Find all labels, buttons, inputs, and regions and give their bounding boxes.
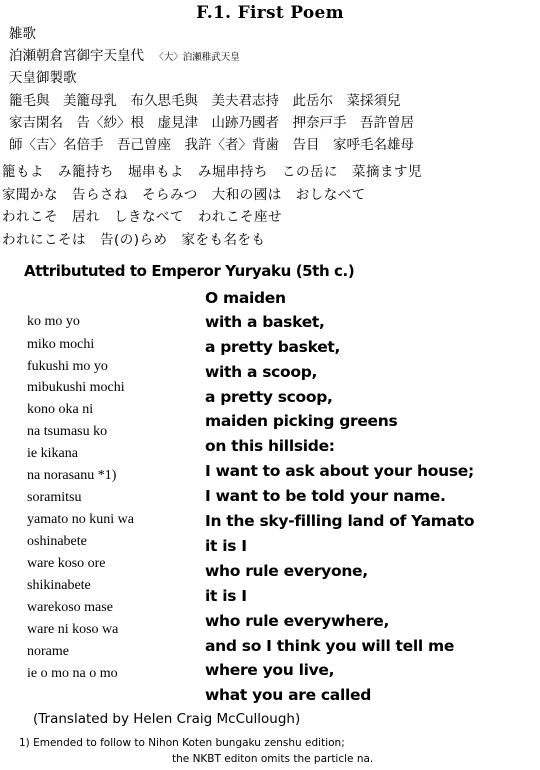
translation-line: who rule everyone, [205, 562, 368, 580]
romaji-line: yamato no kuni wa [27, 512, 134, 527]
footnote-line: the NKBT editon omits the particle na. [172, 753, 374, 765]
manyogana-line: 家吉閑名 告〈紗〉根 虚見津 山跡乃國者 押奈戸手 吾許曽居 [9, 115, 414, 131]
romaji-line: warekoso mase [27, 600, 113, 615]
kana-line: われこそ 居れ しきなべて われこそ座せ [2, 209, 282, 225]
romaji-line: norame [27, 644, 69, 659]
kana-line: 家聞かな 告らさね そらみつ 大和の國は おしなべて [2, 187, 366, 203]
translation-line: and so I think you will tell me [205, 637, 455, 655]
romaji-line: kono oka ni [27, 402, 94, 417]
translation-line: a pretty basket, [205, 338, 341, 356]
kana-line: われにこそは 告(の)らめ 家をも名をも [2, 232, 266, 248]
romaji-line: oshinabete [27, 534, 87, 549]
translation-line: a pretty scoop, [205, 388, 333, 406]
attribution: Attribututed to Emperor Yuryaku (5th c.) [24, 262, 355, 280]
poem-heading: 天皇御製歌 [9, 70, 77, 86]
romaji-line: ware ni koso wa [27, 622, 119, 637]
translation-line: on this hillside: [205, 437, 335, 455]
romaji-line: ie kikana [27, 446, 78, 461]
romaji-line: ware koso ore [27, 556, 106, 571]
translation-line: it is I [205, 587, 247, 605]
manyogana-line: 師〈吉〉名倍手 吾己曽座 我許〈者〉背歯 告目 家呼毛名雄母 [9, 137, 414, 153]
translator-credit: (Translated by Helen Craig McCullough) [33, 711, 301, 727]
translation-line: with a basket, [205, 313, 325, 331]
romaji-line: soramitsu [27, 490, 82, 505]
reign-heading [9, 48, 240, 66]
translation-line: where you live, [205, 661, 335, 679]
romaji-line: shikinabete [27, 578, 91, 593]
footnote-line: 1) Emended to follow to Nihon Koten bungaku zenshu edition; [19, 737, 345, 749]
reign-name: 泊瀬朝倉宮御宇天皇代 [9, 48, 144, 64]
reign-note: 〈大〉泊瀬稚武天皇 [154, 52, 240, 63]
romaji-line: mibukushi mochi [27, 380, 125, 395]
translation-line: with a scoop, [205, 363, 318, 381]
romaji-line: ko mo yo [27, 314, 80, 329]
translation-line: I want to ask about your house; [205, 462, 474, 480]
page-title: F.1. First Poem [196, 3, 344, 23]
kana-line: 籠もよ み籠持ち 堀串もよ み堀串持ち この岳に 菜摘ます児 [2, 164, 422, 180]
romaji-line: na norasanu *1) [27, 468, 117, 483]
translation-line: maiden picking greens [205, 412, 398, 430]
manyogana-line: 籠毛與 美籠母乳 布久思毛與 美夫君志持 此岳尓 菜採須兒 [9, 93, 401, 109]
category-heading: 雑歌 [9, 26, 36, 42]
translation-line: O maiden [205, 289, 286, 307]
romaji-line: ie o mo na o mo [27, 666, 118, 681]
translation-line: who rule everywhere, [205, 612, 390, 630]
translation-line: I want to be told your name. [205, 487, 446, 505]
romaji-line: na tsumasu ko [27, 424, 108, 439]
romaji-line: fukushi mo yo [27, 359, 108, 374]
translation-line: In the sky-filling land of Yamato [205, 512, 475, 530]
romaji-line: miko mochi [27, 337, 95, 352]
translation-line: what you are called [205, 686, 371, 704]
translation-line: it is I [205, 537, 247, 555]
